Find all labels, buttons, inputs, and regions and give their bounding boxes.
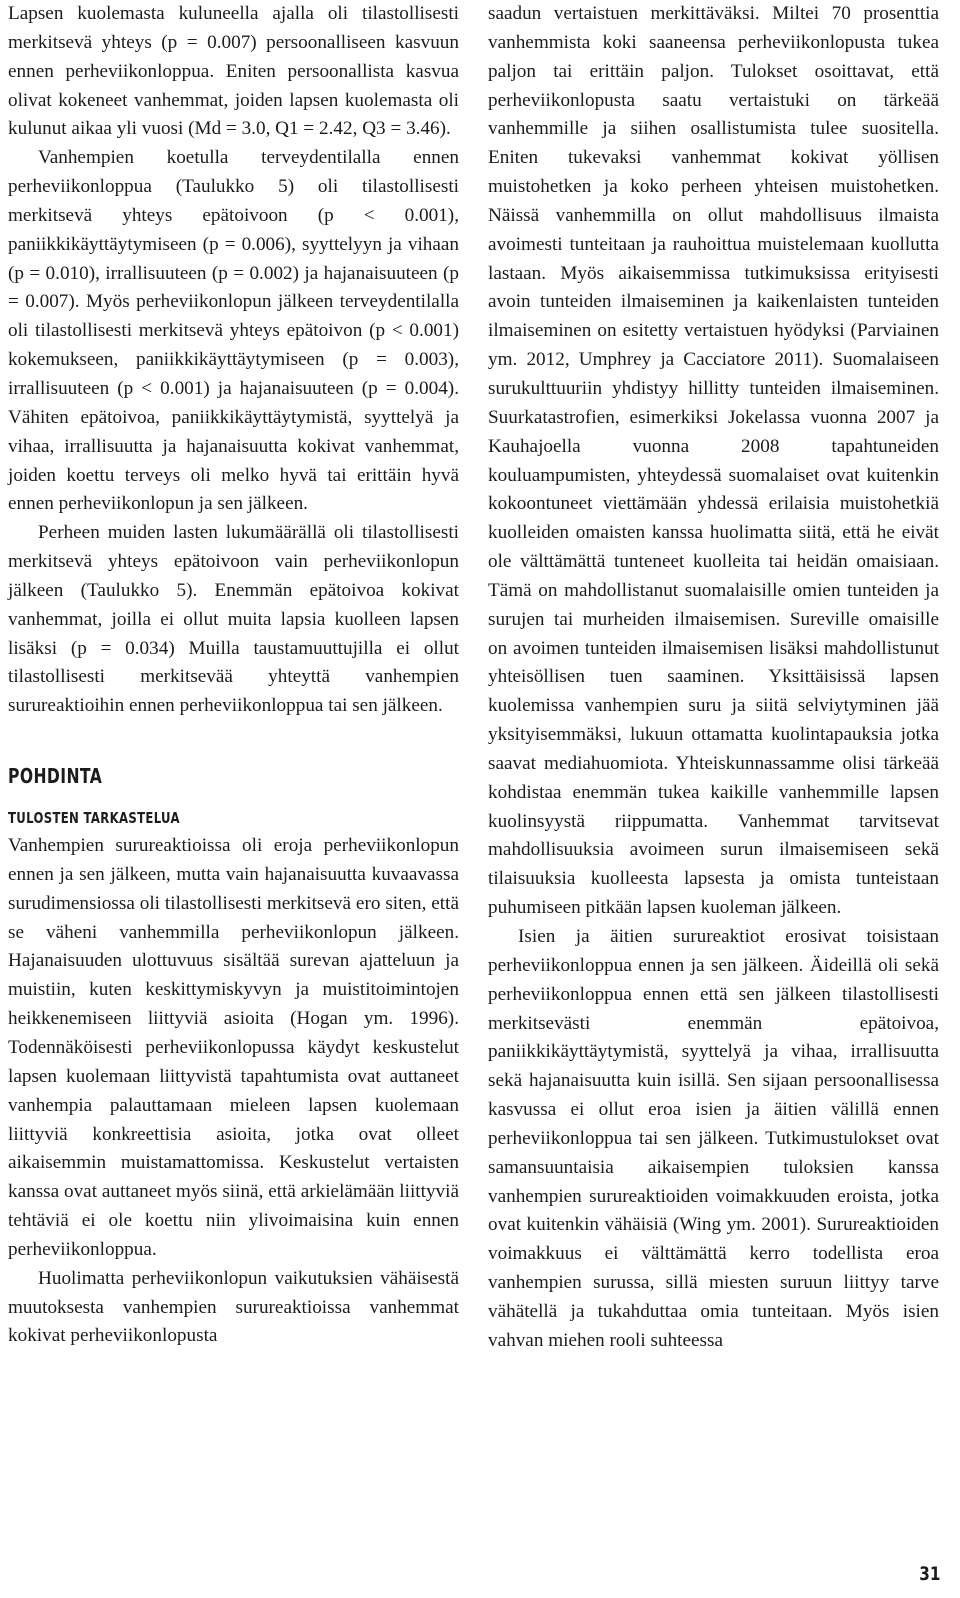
paragraph: Vanhempien surureaktioissa oli eroja perheviikonlopun ennen ja sen jälkeen, mutta vain hajanaisuutta kuvaavassa surudimensiossa oli tilastollisesti merkitsevä ero siten, että se väheni vanhemmilla perheviikonlopun jälkeen. Hajanaisuuden ulottuvuus sisältää surevan ajatteluun ja muistiin, kuten keskittymiskyvyn ja muistitoimintojen heikkenemiseen liittyviä asioita (Hogan ym. 1996). Todennäköisesti perheviikonlopussa käydyt keskustelut lapsen kuolemaan liittyvistä tapahtumista ovat auttaneet vanhempia palauttamaan mieleen lapsen kuolemaan liittyviä konkreettisia asioita, jotka ovat olleet aikaisemmin muistamattomissa. Keskustelut vertaisten kanssa ovat auttaneet myös siinä, että arkielämään liittyviä tehtäviä ei ole koettu niin ylivoimaisina kuin ennen perheviikonloppua. <box>8 835 459 1260</box>
paragraph: Huolimatta perheviikonlopun vaikutuksien vähäisestä muutoksesta vanhempien surureaktioissa vanhemmat kokivat perheviikonlopusta <box>8 1267 459 1347</box>
right-column <box>488 0 939 1356</box>
paragraph: Perheen muiden lasten lukumäärällä oli tilastollisesti merkitsevä yhteys epätoivoon vain perheviikonlopun jälkeen (Taulukko 5). Enemmän epätoivoa kokivat vanhemmat, joilla ei ollut muita lapsia kuolleen lapsen lisäksi (p = 0.034) Muilla taustamuuttujilla ei ollut tilastollisesti merkitsevää yhteyttä vanhempien surureaktioihin ennen perheviikonloppua tai sen jälkeen. <box>8 522 459 717</box>
paragraph: Lapsen kuolemasta kuluneella ajalla oli tilastollisesti merkitsevä yhteys (p = 0.007) persoonalliseen kasvuun ennen perheviikonloppua. Eniten persoonallista kasvua olivat kokeneet vanhemmat, joiden lapsen kuolemasta oli kulunut aikaa yli vuosi (Md = 3.0, Q1 = 2.42, Q3 = 3.46). <box>8 3 459 140</box>
paragraph: saadun vertaistuen merkittäväksi. Miltei 70 prosenttia vanhemmista koki saaneensa perheviikonlopusta tukea paljon tai erittäin paljon. Tulokset osoittavat, että perheviikonlopusta saatu vertaistuki on tärkeää vanhemmille ja siihen osallistumista tulee suositella. Eniten tukevaksi vanhemmat kokivat yöllisen muistohetken ja koko perheen yhteisen muistohetken. Näissä vanhemmilla on ollut mahdollisuus ilmaista avoimesti tunteitaan ja rauhoittua muistelemaan kuollutta lastaan. Myös aikaisemmissa tutkimuksissa erityisesti avoin tunteiden ilmaiseminen ja kaikenlaisten tunteiden ilmaiseminen on esitetty vertaistuen hyödyksi (Parviainen ym. 2012, Umphrey ja Cacciatore 2011). Suomalaiseen surukulttuuriin yhdistyy hillitty tunteiden ilmaiseminen. Suurkatastrofien, esimerkiksi Jokelassa vuonna 2007 ja Kauhajoella vuonna 2008 tapahtuneiden kouluampumisten, yhteydessä suomalaiset ovat kuitenkin kokoontuneet viettämään yhdessä erilaisia muistohetkiä kuolleiden omaisten kanssa huolimatta siitä, että he eivät ole välttämättä tunteneet kuolleita tai heidän omaisiaan. Tämä on mahdollistanut suomalaisille omien tunteiden ja surujen tai murheiden ilmaisemisen. Sureville omaisille on avoimen tunteiden ilmaisemisen lisäksi mahdollistunut yhteisöllisen tuen saaminen. Yksittäisissä lapsen kuolemissa vanhempien suru ja siitä selviytyminen jää yksityisemmäksi, lukuun ottamatta kuolintapauksia jotka saavat mediahuomiota. Yhteiskunnassamme olisi tärkeää kohdistaa enemmän tukea kaikille vanhemmille lapsen kuolinsyystä riippumatta. Vanhemmat tarvitsevat mahdollisuuksia avoimeen surun ilmaisemiseen sekä tilaisuuksia kuolleesta lapsesta ja omista tunteistaan puhumiseen pitkään lapsen kuoleman jälkeen. <box>488 3 939 919</box>
page-number: 31 <box>918 1563 940 1585</box>
paragraph: Isien ja äitien surureaktiot erosivat toisistaan perheviikonloppua ennen ja sen jälkeen. Äideillä oli sekä perheviikonloppua ennen että sen jälkeen tilastollisesti merkitsevästi enemmän epätoivoa, paniikkikäyttäytymistä, syyttelyä ja vihaa, irrallisuutta sekä hajanaisuutta kuin isillä. Sen sijaan persoonallisessa kasvussa ei ollut eroa isien ja äitien välillä ennen perheviikonloppua tai sen jälkeen. Tutkimustulokset ovat samansuuntaisia aikaisempien tuloksien kanssa vanhempien surureaktioiden voimakkuuden eroista, jotka ovat kuitenkin vähäisiä (Wing ym. 2001). Surureaktioiden voimakkuus ei välttämättä kerro todellista eroa vanhempien surussa, sillä miesten suruun liittyy tarve vähätellä ja tukahduttaa omia tunteitaan. Myös isien vahvan miehen rooli suhteessa <box>488 926 939 1351</box>
subsection-heading: TULOSTEN TARKASTELUA <box>8 809 180 828</box>
left-column <box>8 0 459 1351</box>
paragraph: Vanhempien koetulla terveydentilalla ennen perheviikonloppua (Taulukko 5) oli tilastollisesti merkitsevä yhteys epätoivoon (p < 0.001), paniikkikäyttäytymiseen (p = 0.006), syyttelyyn ja vihaan (p = 0.010), irrallisuuteen (p = 0.002) ja hajanaisuuteen (p = 0.007). Myös perheviikonlopun jälkeen terveydentilalla oli tilastollisesti merkitsevä yhteys epätoivon (p < 0.001) kokemukseen, paniikkikäyttäytymiseen (p = 0.003), irrallisuuteen (p < 0.001) ja hajanaisuuteen (p = 0.004). Vähiten epätoivoa, paniikkikäyttäytymistä, syyttelyä ja vihaa, irrallisuutta ja hajanaisuutta kokivat vanhemmat, joiden koettu terveys oli melko hyvä tai erittäin hyvä ennen perheviikonlopun ja sen jälkeen. <box>8 147 459 515</box>
section-heading: POHDINTA <box>8 764 103 789</box>
